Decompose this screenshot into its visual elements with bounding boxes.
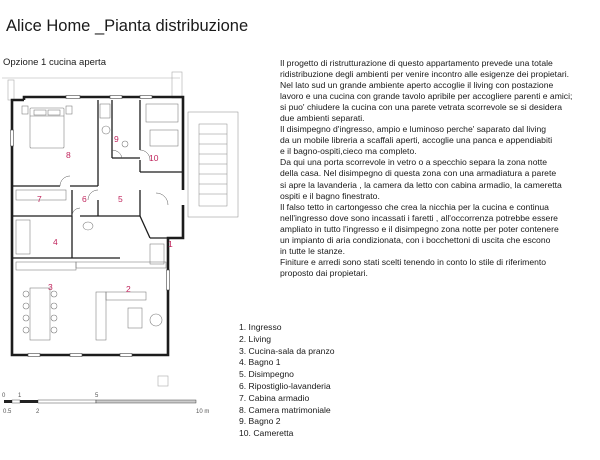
description-line: da un mobile libreria a scaffali aperti, accoglie una panca e appendiabiti	[280, 135, 553, 146]
legend-item: 3. Cucina-sala da pranzo	[239, 345, 335, 356]
description-line: della casa. Nel disimpegno di questa zona con una armadiatura a parete	[280, 168, 557, 179]
legend-item: 4. Bagno 1	[239, 357, 281, 368]
room-number-4: 4	[53, 237, 58, 247]
legend-item: 10. Cameretta	[239, 428, 294, 439]
scale-tick-1: 1	[18, 393, 22, 399]
description-line: ospiti e il bagno finestrato.	[280, 190, 380, 201]
room-number-8: 8	[66, 150, 71, 160]
description-line: Finiture e arredi sono stati scelti tenendo in conto lo stile di riferimento	[280, 256, 547, 267]
floor-plan	[0, 70, 240, 425]
description-line: Nel lato sud un grande ambiente aperto accoglie il living con postazione	[280, 80, 554, 91]
legend-item: 7. Cabina armadio	[239, 392, 310, 403]
legend-item: 5. Disimpegno	[239, 369, 294, 380]
balcony-outline	[2, 72, 182, 386]
room-number-6: 6	[82, 194, 87, 204]
room-legend	[239, 322, 335, 440]
room-number-5: 5	[118, 194, 123, 204]
legend-item: 9. Bagno 2	[239, 416, 281, 427]
room-number-10: 10	[149, 153, 159, 163]
description-line: due ambienti separati.	[280, 113, 365, 124]
description-line: lavoro e una cucina con grande tavolo apribile per accogliere parenti e amici;	[280, 91, 573, 102]
description-line: proposto dai propietari.	[280, 267, 368, 278]
description-line: ampliato in tutto l'ingresso e il disimpegno zona notte per poter contenere	[280, 223, 559, 234]
page-title: Alice Home _Pianta distribuzione	[6, 17, 249, 35]
legend-item: 2. Living	[239, 333, 272, 344]
scale-tick-0: 0	[2, 393, 6, 399]
description-line: si apre la lavanderia , la camera da letto con cabina armadio, la cameretta	[280, 179, 562, 190]
legend-item: 8. Camera matrimoniale	[239, 404, 331, 415]
room-number-1: 1	[168, 239, 173, 249]
legend-item: 6. Ripostiglio-lavanderia	[239, 380, 331, 391]
furniture	[16, 104, 178, 340]
option-label: Opzione 1 cucina aperta	[3, 57, 106, 68]
description-line: un impianto di aria condizionata, con i bocchettoni di uscita che escono	[280, 234, 551, 245]
description-line: Il disimpegno d'ingresso, ampio e luminoso perche' saparato dal living	[280, 124, 547, 135]
legend-item: 1. Ingresso	[239, 322, 282, 332]
stairwell	[188, 112, 238, 217]
interior-walls	[12, 100, 183, 258]
description-line: Il progetto di ristrutturazione di questo appartamento prevede una totale	[280, 58, 553, 68]
project-description	[280, 58, 596, 279]
description-line: in tutte le stanze.	[280, 245, 345, 256]
description-line: e il bagno-ospiti,cieco ma completo.	[280, 146, 417, 157]
windows	[11, 96, 170, 357]
description-line: ridistribuzione degli ambienti per venire incontro alle esigenze dei propietari.	[280, 69, 570, 80]
room-number-2: 2	[126, 284, 131, 294]
description-line: Da qui una porta scorrevole in vetro o a specchio separa la zona notte	[280, 157, 548, 168]
description-line: Il falso tetto in cartongesso che crea la nicchia per la cucina e continua	[280, 201, 549, 212]
description-line: si puo' chiudere la cucina con una parete vetrata scorrevole se si desidera	[280, 102, 563, 113]
scale-tick-10: 10 m	[196, 409, 210, 415]
scale-tick-5: 5	[95, 393, 99, 399]
scale-tick-0-5: 0.5	[3, 409, 12, 415]
scale-tick-2: 2	[36, 409, 40, 415]
room-number-7: 7	[37, 194, 42, 204]
room-number-3: 3	[48, 282, 53, 292]
description-line: nell'ingresso dove sono incassati i faretti , all'occorrenza potrebbe essere	[280, 212, 558, 223]
room-number-9: 9	[114, 134, 119, 144]
scale-bar	[4, 400, 196, 403]
